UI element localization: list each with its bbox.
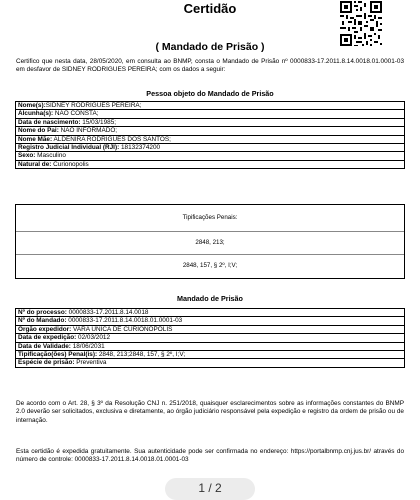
table-row [16,309,405,317]
page-indicator: 1 / 2 [165,478,255,500]
intro-paragraph: Certifico que nesta data, 28/05/2020, em consulta ao BNMP, consta o Mandado de Prisão nº 0000833-17.2011.8.14.0018.01.0001-03 em desfavor de SIDNEY RODRIGUES PEREIRA; com os dados a seguir: [16,58,404,74]
table-row [16,110,405,118]
penal-classification-row: 2848, 213; [16,231,404,254]
field-label: Sexo: [18,152,36,160]
field-label: Alcunha(s): [18,110,54,118]
field-value: ALDENIRA RODRIGUES DOS SANTOS; [52,135,171,143]
authenticity-paragraph: Esta certidão é expedida gratuitamente. Sua autenticidade pode ser confirmada no endereço: https://portalbnmp.cnj.jus.br/ através do número de controle: 0000833-17.2011.8.14.0018.01.0001-03 [16,448,404,464]
field-label: Órgão expedidor: [18,325,72,333]
table-row [16,152,405,160]
field-label: Data de Validade: [18,342,71,350]
table-row [16,351,405,359]
table-row [16,102,405,110]
warrant-table [15,308,405,368]
field-value: 0000833-17.2011.8.14.0018 [66,309,149,316]
field-value: Preventiva [74,359,107,367]
clarification-paragraph: De acordo com o Art. 28, § 3º da Resolução CNJ n. 251/2018, quaisquer esclarecimentos sobre as informações constantes do BNMP 2.0 deverão ser solicitados, exclusiva e diretamente, ao órgão judiciário responsável pela expedição e registro da ordem de prisão ou de internação. [16,400,404,424]
field-label: Nº do Mandado: [18,317,67,325]
field-value: 2848, 213;2848, 157, § 2º, I;V; [97,351,186,359]
penal-classification-row: 2848, 157, § 2º, I;V; [16,254,404,277]
table-row [16,317,405,325]
field-value: SIDNEY RODRIGUES PEREIRA; [45,102,142,109]
field-value: 0000833-17.2011.8.14.0018.01.0001-03 [66,317,183,325]
field-value: 18132374200 [119,144,161,152]
penal-classification-header: Tipificações Penais: [182,214,238,221]
field-label: Nome Mãe: [18,135,53,143]
table-row [16,334,405,342]
person-table [15,101,405,169]
field-value: 18/06/2031 [70,342,105,350]
document-title: Certidão [183,1,237,16]
field-label: Natural de: [18,160,52,168]
field-label: Registro Judicial Individual (RJI): [18,144,120,152]
table-row [16,135,405,143]
penal-classification-box [15,204,405,279]
field-value: NÃO CONSTA; [53,110,99,118]
table-row [16,359,405,367]
table-row [16,127,405,135]
table-row [16,325,405,333]
table-row [16,342,405,350]
field-value: 02/03/2012 [76,334,111,342]
field-label: Espécie de prisão: [18,359,75,367]
field-label: Nome do Pai: [18,127,59,135]
field-value: Masculino [35,152,66,160]
warrant-section-title: Mandado de Prisão [177,294,243,303]
qr-code [339,0,383,47]
field-value: NÃO INFORMADO; [58,127,118,135]
document-subtitle: ( Mandado de Prisão ) [155,41,265,53]
table-row [16,118,405,126]
field-label: Tipificação(ões) Penal(is): [18,351,98,359]
field-value: Curionopolis [51,160,89,168]
person-section-title: Pessoa objeto do Mandado de Prisão [146,89,274,98]
field-label: Data de nascimento: [18,118,81,126]
field-label: Nº do processo: [18,309,67,316]
field-label: Data de expedição: [18,334,77,342]
table-row [16,144,405,152]
field-value: VARA ÚNICA DE CURIONÓPOLIS [71,325,173,333]
field-value: 15/03/1985; [80,118,117,126]
field-label: Nome(s): [18,102,46,109]
table-row [16,160,405,168]
